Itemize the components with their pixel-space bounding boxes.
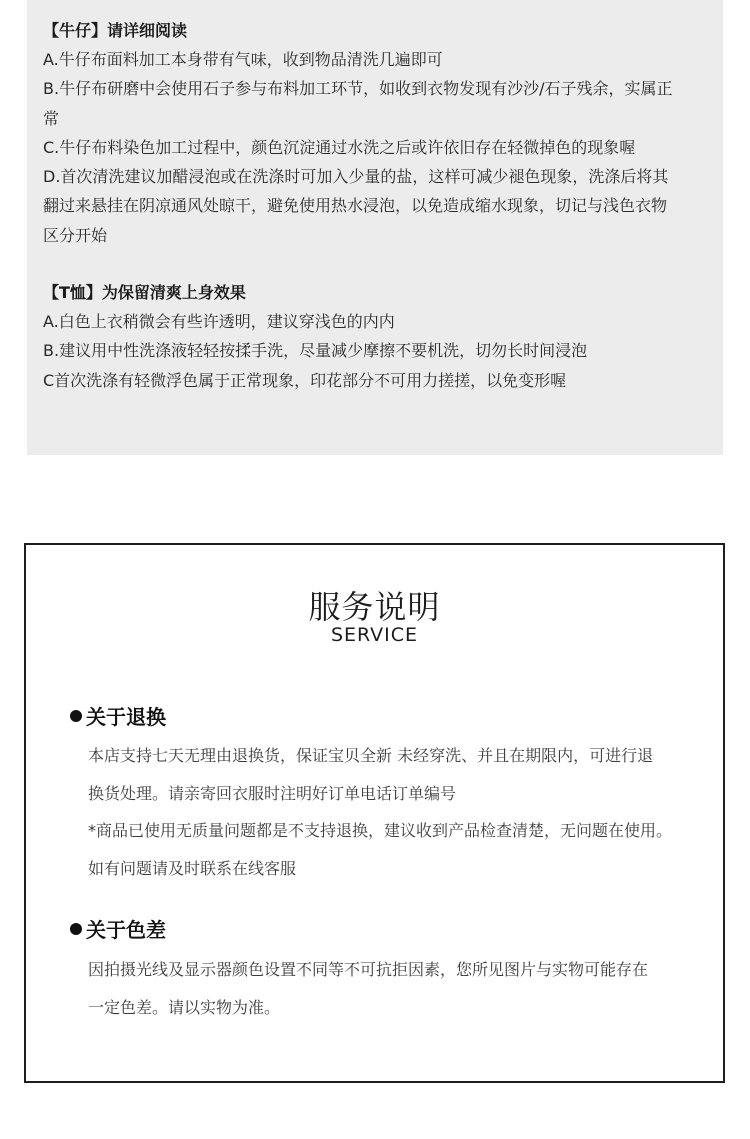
tshirt-care-heading: 【T恤】为保留清爽上身效果 [43,283,246,302]
denim-care-line: 区分开始 [43,225,108,245]
service-title: 服务说明 [308,588,441,626]
bullet-icon [70,923,82,935]
denim-care-line: D.首次清洗建议加醋浸泡或在洗涤时可加入少量的盐，这样可减少褪色现象，洗涤后将其 [43,167,669,187]
color-diff-heading [70,916,166,944]
returns-line: 本店支持七天无理由退换货，保证宝贝全新 未经穿洗、并且在期限内，可进行退 [88,746,654,765]
service-subtitle: SERVICE [330,624,419,646]
bullet-icon [70,710,82,722]
tshirt-care-line: A.白色上衣稍微会有些许透明，建议穿浅色的内内 [43,312,395,331]
tshirt-care-line: B.建议用中性洗涤液轻轻按揉手洗，尽量减少摩擦不要机洗，切勿长时间浸泡 [43,341,588,361]
denim-care-line: 翻过来悬挂在阴凉通风处晾干，避免使用热水浸泡，以免造成缩水现象，切记与浅色衣物 [43,196,668,216]
denim-care-line: A.牛仔布面料加工本身带有气味，收到物品清洗几遍即可 [43,50,443,69]
returns-heading-text: 关于退换 [86,705,166,729]
care-instructions-panel [27,0,723,455]
returns-line: 如有问题请及时联系在线客服 [88,858,297,878]
denim-care-line: 常 [43,108,60,128]
service-info-box [24,543,725,1083]
denim-care-line: C.牛仔布料染色加工过程中，颜色沉淀通过水洗之后或许依旧存在轻微掉色的现象喔 [43,137,636,157]
denim-care-line: B.牛仔布研磨中会使用石子参与布料加工环节，如收到衣物发现有沙沙/石子残余，实属正 [43,79,673,99]
denim-care-section [43,16,719,250]
denim-care-heading: 【牛仔】请详细阅读 [43,21,188,40]
tshirt-care-line: C首次洗涤有轻微浮色属于正常现象，印花部分不可用力搓搓，以免变形喔 [43,370,567,390]
color-diff-line: 一定色差。请以实物为准。 [88,997,281,1017]
returns-body [88,737,708,887]
returns-heading [70,703,166,731]
color-diff-line: 因拍摄光线及显示器颜色设置不同等不可抗拒因素，您所见图片与实物可能存在 [88,960,649,979]
color-diff-body [88,951,708,1026]
returns-line: *商品已使用无质量问题都是不支持退换，建议收到产品检查清楚，无问题在使用。 [88,821,673,840]
returns-line: 换货处理。请亲寄回衣服时注明好订单电话订单编号 [88,783,457,803]
tshirt-care-section [43,278,719,395]
color-diff-heading-text: 关于色差 [86,918,166,942]
